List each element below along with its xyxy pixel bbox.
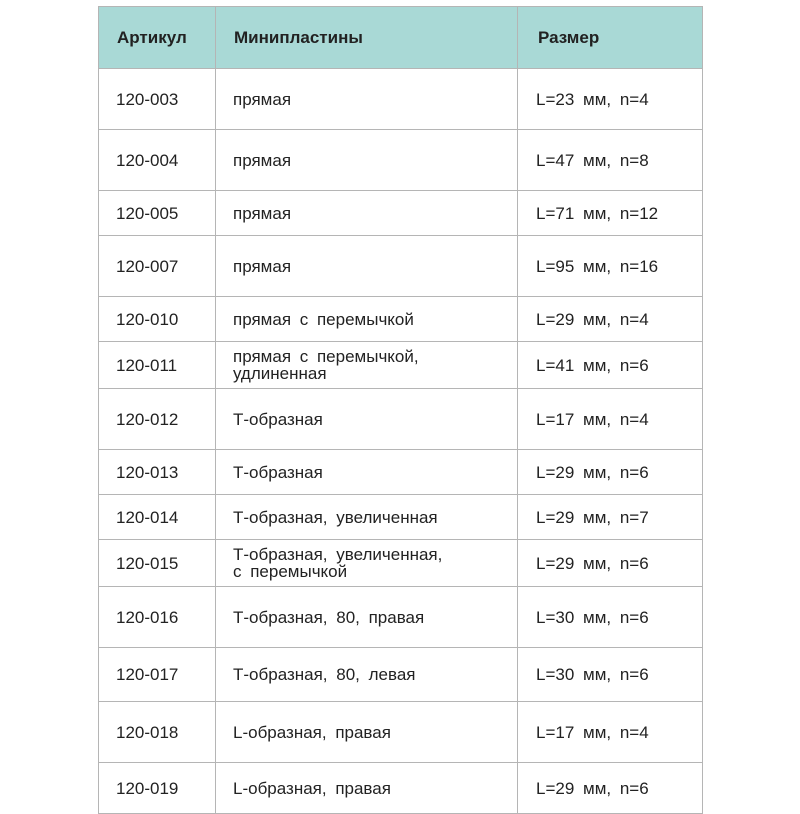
cell-article: [99, 540, 216, 587]
cell-article: [99, 236, 216, 297]
cell-size: [518, 236, 703, 297]
name-text: Т-образная, увеличенная, с перемычкой: [233, 545, 443, 581]
table-row: [99, 763, 703, 814]
article-text: 120-016: [116, 607, 179, 627]
cell-size: [518, 191, 703, 236]
article-text: 120-012: [116, 409, 179, 429]
header-article: [99, 7, 216, 69]
header-article-label: Артикул: [117, 27, 187, 47]
cell-size: [518, 702, 703, 763]
cell-name: [216, 763, 518, 814]
cell-size: [518, 389, 703, 450]
cell-size: [518, 69, 703, 130]
article-text: 120-013: [116, 462, 179, 482]
cell-name: [216, 540, 518, 587]
size-text: L=30 мм, n=6: [536, 665, 649, 684]
header-row: [99, 7, 703, 69]
cell-name: [216, 191, 518, 236]
cell-size: [518, 297, 703, 342]
cell-name: [216, 342, 518, 389]
article-text: 120-014: [116, 507, 179, 527]
article-text: 120-018: [116, 722, 179, 742]
article-text: 120-003: [116, 89, 179, 109]
size-text: L=17 мм, n=4: [536, 409, 649, 429]
article-text: 120-019: [116, 778, 179, 798]
article-text: 120-005: [116, 203, 179, 223]
table-row: [99, 236, 703, 297]
table-body: [99, 69, 703, 814]
cell-article: [99, 389, 216, 450]
cell-article: [99, 130, 216, 191]
cell-article: [99, 702, 216, 763]
table-row: [99, 648, 703, 702]
cell-name: [216, 702, 518, 763]
table-row: [99, 450, 703, 495]
size-text: L=29 мм, n=7: [536, 507, 649, 527]
table-header: [99, 7, 703, 69]
size-text: L=29 мм, n=6: [536, 778, 649, 798]
name-text: Т-образная, 80, левая: [233, 665, 416, 684]
name-text: прямая: [233, 150, 292, 170]
cell-article: [99, 587, 216, 648]
name-text: прямая: [233, 256, 292, 276]
cell-size: [518, 342, 703, 389]
cell-article: [99, 648, 216, 702]
table-row: [99, 342, 703, 389]
cell-size: [518, 763, 703, 814]
article-text: 120-010: [116, 309, 179, 329]
table-row: [99, 495, 703, 540]
cell-article: [99, 450, 216, 495]
name-text: Т-образная: [233, 462, 323, 482]
name-text: L-образная, правая: [233, 778, 391, 798]
header-name-label: Минипластины: [234, 27, 363, 47]
cell-article: [99, 763, 216, 814]
header-size-label: Размер: [538, 27, 600, 47]
size-text: L=29 мм, n=4: [536, 309, 649, 329]
size-text: L=29 мм, n=6: [536, 462, 649, 482]
cell-size: [518, 495, 703, 540]
size-text: L=47 мм, n=8: [536, 150, 649, 170]
article-text: 120-011: [116, 355, 178, 375]
table-row: [99, 389, 703, 450]
name-text: прямая с перемычкой: [233, 309, 414, 329]
cell-name: [216, 130, 518, 191]
header-size: [518, 7, 703, 69]
cell-size: [518, 587, 703, 648]
name-text: прямая: [233, 203, 292, 223]
table-row: [99, 130, 703, 191]
cell-name: [216, 450, 518, 495]
name-text: прямая с перемычкой, удлиненная: [233, 347, 419, 383]
name-text: Т-образная, увеличенная: [233, 507, 438, 527]
table-row: [99, 587, 703, 648]
cell-size: [518, 130, 703, 191]
table-row: [99, 702, 703, 763]
cell-article: [99, 495, 216, 540]
cell-name: [216, 69, 518, 130]
article-text: 120-004: [116, 150, 179, 170]
cell-article: [99, 342, 216, 389]
cell-name: [216, 389, 518, 450]
cell-name: [216, 297, 518, 342]
name-text: Т-образная, 80, правая: [233, 607, 425, 627]
cell-name: [216, 648, 518, 702]
table-row: [99, 540, 703, 587]
size-text: L=95 мм, n=16: [536, 256, 659, 276]
table-row: [99, 69, 703, 130]
size-text: L=71 мм, n=12: [536, 203, 659, 223]
article-text: 120-015: [116, 553, 179, 573]
name-text: прямая: [233, 89, 292, 109]
header-name: [216, 7, 518, 69]
cell-article: [99, 191, 216, 236]
article-text: 120-017: [116, 665, 179, 684]
size-text: L=30 мм, n=6: [536, 607, 649, 627]
cell-article: [99, 297, 216, 342]
cell-article: [99, 69, 216, 130]
cell-name: [216, 236, 518, 297]
name-text: L-образная, правая: [233, 722, 391, 742]
table-row: [99, 191, 703, 236]
cell-name: [216, 587, 518, 648]
table-row: [99, 297, 703, 342]
size-text: L=41 мм, n=6: [536, 355, 649, 375]
size-text: L=23 мм, n=4: [536, 89, 649, 109]
cell-size: [518, 540, 703, 587]
product-table: [98, 6, 703, 814]
article-text: 120-007: [116, 256, 179, 276]
product-table-container: [98, 6, 702, 814]
size-text: L=17 мм, n=4: [536, 722, 649, 742]
cell-size: [518, 648, 703, 702]
name-text: Т-образная: [233, 409, 323, 429]
cell-name: [216, 495, 518, 540]
cell-size: [518, 450, 703, 495]
size-text: L=29 мм, n=6: [536, 553, 649, 573]
